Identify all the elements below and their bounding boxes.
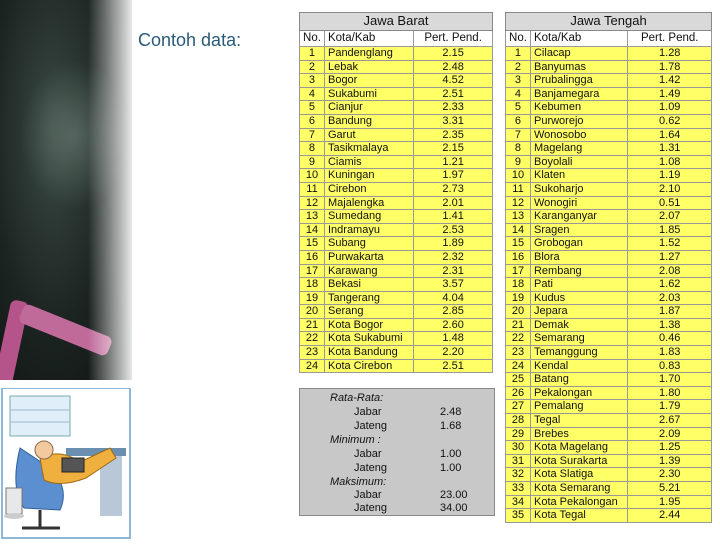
row-kota: Kota Bogor <box>324 318 413 332</box>
row-value: 2.48 <box>414 60 493 74</box>
row-value: 1.48 <box>414 332 493 346</box>
row-number: 21 <box>300 318 325 332</box>
row-number: 29 <box>506 427 531 441</box>
row-value: 2.51 <box>414 87 493 101</box>
row-kota: Kota Surakarta <box>530 454 627 468</box>
row-kota: Grobogan <box>530 237 627 251</box>
row-value: 2.08 <box>628 264 712 278</box>
row-value: 1.83 <box>628 346 712 360</box>
row-value: 2.60 <box>414 318 493 332</box>
row-number: 2 <box>506 60 531 74</box>
row-kota: Prubalingga <box>530 74 627 88</box>
row-value: 2.33 <box>414 101 493 115</box>
table-row <box>300 182 493 196</box>
row-number: 8 <box>506 142 531 156</box>
row-kota: Bogor <box>324 74 413 88</box>
table-row <box>506 332 712 346</box>
row-number: 3 <box>300 74 325 88</box>
row-kota: Banyumas <box>530 60 627 74</box>
table-row <box>300 47 493 61</box>
table-row <box>300 264 493 278</box>
row-number: 7 <box>506 128 531 142</box>
row-value: 2.32 <box>414 250 493 264</box>
row-value: 1.89 <box>414 237 493 251</box>
table-row <box>300 318 493 332</box>
table-row <box>506 155 712 169</box>
row-number: 27 <box>506 400 531 414</box>
table-row <box>506 441 712 455</box>
row-kota: Pemalang <box>530 400 627 414</box>
table-row <box>506 482 712 496</box>
row-kota: Tasikmalaya <box>324 142 413 156</box>
region-title: Jawa Tengah <box>506 13 712 31</box>
row-kota: Tegal <box>530 414 627 428</box>
table-row <box>506 237 712 251</box>
row-value: 0.62 <box>628 114 712 128</box>
row-value: 2.15 <box>414 47 493 61</box>
row-kota: Brebes <box>530 427 627 441</box>
row-kota: Klaten <box>530 169 627 183</box>
table-row <box>300 60 493 74</box>
table-row <box>300 237 493 251</box>
row-number: 14 <box>300 223 325 237</box>
table-row <box>506 278 712 292</box>
row-value: 1.85 <box>628 223 712 237</box>
summary-label: Jateng <box>354 502 388 514</box>
row-value: 1.28 <box>628 47 712 61</box>
table-row <box>506 305 712 319</box>
table-row <box>506 414 712 428</box>
row-kota: Kota Semarang <box>530 482 627 496</box>
row-kota: Cianjur <box>324 101 413 115</box>
row-kota: Kota Magelang <box>530 441 627 455</box>
row-value: 2.01 <box>414 196 493 210</box>
summary-box <box>299 388 495 516</box>
row-kota: Kendal <box>530 359 627 373</box>
row-kota: Temanggung <box>530 346 627 360</box>
column-header-kota: Kota/Kab <box>324 31 413 47</box>
row-value: 0.83 <box>628 359 712 373</box>
row-value: 1.49 <box>628 87 712 101</box>
row-kota: Lebak <box>324 60 413 74</box>
row-kota: Karawang <box>324 264 413 278</box>
row-number: 1 <box>506 47 531 61</box>
row-number: 19 <box>506 291 531 305</box>
table-row <box>300 87 493 101</box>
table-row <box>506 359 712 373</box>
row-number: 5 <box>506 101 531 115</box>
table-row <box>506 101 712 115</box>
row-number: 3 <box>506 74 531 88</box>
table-row <box>300 210 493 224</box>
row-number: 14 <box>506 223 531 237</box>
row-number: 9 <box>506 155 531 169</box>
table-row <box>300 155 493 169</box>
row-value: 2.53 <box>414 223 493 237</box>
row-number: 26 <box>506 386 531 400</box>
table-row <box>506 196 712 210</box>
row-value: 2.31 <box>414 264 493 278</box>
row-kota: Tangerang <box>324 291 413 305</box>
summary-value: 2.48 <box>440 406 462 418</box>
row-kota: Magelang <box>530 142 627 156</box>
row-value: 1.39 <box>628 454 712 468</box>
summary-label: Jabar <box>354 406 382 418</box>
row-kota: Wonogiri <box>530 196 627 210</box>
summary-max-title: Maksimum: <box>330 476 387 488</box>
table-row <box>506 47 712 61</box>
table-row <box>300 278 493 292</box>
row-number: 24 <box>506 359 531 373</box>
column-header-pert: Pert. Pend. <box>414 31 493 47</box>
row-value: 0.51 <box>628 196 712 210</box>
row-kota: Banjamegara <box>530 87 627 101</box>
row-number: 21 <box>506 318 531 332</box>
table-row <box>300 223 493 237</box>
row-kota: Demak <box>530 318 627 332</box>
row-value: 1.97 <box>414 169 493 183</box>
table-row <box>506 210 712 224</box>
row-value: 1.19 <box>628 169 712 183</box>
row-value: 1.87 <box>628 305 712 319</box>
table-row <box>300 359 493 373</box>
chalkboard-image <box>0 0 132 380</box>
row-value: 1.42 <box>628 74 712 88</box>
row-kota: Pekalongan <box>530 386 627 400</box>
table-row <box>506 318 712 332</box>
row-value: 1.31 <box>628 142 712 156</box>
row-number: 7 <box>300 128 325 142</box>
table-row <box>506 60 712 74</box>
row-kota: Garut <box>324 128 413 142</box>
row-number: 23 <box>300 346 325 360</box>
row-kota: Purwakarta <box>324 250 413 264</box>
jawa-barat-table <box>299 12 493 373</box>
row-number: 15 <box>300 237 325 251</box>
table-row <box>300 169 493 183</box>
row-number: 13 <box>506 210 531 224</box>
summary-value: 1.68 <box>440 420 462 432</box>
row-value: 1.08 <box>628 155 712 169</box>
column-header-no: No. <box>506 31 531 47</box>
row-kota: Karanganyar <box>530 210 627 224</box>
row-value: 2.03 <box>628 291 712 305</box>
row-value: 1.21 <box>414 155 493 169</box>
row-value: 2.67 <box>628 414 712 428</box>
row-kota: Kebumen <box>530 101 627 115</box>
row-kota: Kota Cirebon <box>324 359 413 373</box>
summary-min-title: Minimum : <box>330 434 381 446</box>
region-title: Jawa Barat <box>300 13 493 31</box>
chalkboard-edge-fade <box>88 0 132 380</box>
column-header-kota: Kota/Kab <box>530 31 627 47</box>
row-value: 1.41 <box>414 210 493 224</box>
row-kota: Cilacap <box>530 47 627 61</box>
row-value: 3.57 <box>414 278 493 292</box>
table-row <box>506 250 712 264</box>
row-number: 6 <box>300 114 325 128</box>
row-number: 13 <box>300 210 325 224</box>
row-number: 11 <box>300 182 325 196</box>
row-number: 9 <box>300 155 325 169</box>
row-number: 10 <box>506 169 531 183</box>
row-kota: Pandenglang <box>324 47 413 61</box>
row-kota: Kota Tegal <box>530 509 627 523</box>
row-kota: Sragen <box>530 223 627 237</box>
row-value: 2.07 <box>628 210 712 224</box>
row-kota: Kota Bandung <box>324 346 413 360</box>
row-number: 12 <box>506 196 531 210</box>
row-value: 0.46 <box>628 332 712 346</box>
table-row <box>300 305 493 319</box>
row-value: 1.25 <box>628 441 712 455</box>
row-number: 24 <box>300 359 325 373</box>
row-number: 15 <box>506 237 531 251</box>
table-row <box>300 101 493 115</box>
jawa-tengah-table <box>505 12 712 523</box>
row-kota: Ciamis <box>324 155 413 169</box>
row-value: 1.27 <box>628 250 712 264</box>
row-value: 1.64 <box>628 128 712 142</box>
summary-label: Jabar <box>354 489 382 501</box>
row-number: 17 <box>300 264 325 278</box>
summary-label: Jabar <box>354 448 382 460</box>
summary-label: Jateng <box>354 420 388 432</box>
row-number: 32 <box>506 468 531 482</box>
table-row <box>300 128 493 142</box>
row-number: 2 <box>300 60 325 74</box>
row-value: 1.70 <box>628 373 712 387</box>
row-value: 1.80 <box>628 386 712 400</box>
table-row <box>300 196 493 210</box>
row-value: 2.51 <box>414 359 493 373</box>
table-row <box>506 223 712 237</box>
row-number: 31 <box>506 454 531 468</box>
row-number: 16 <box>506 250 531 264</box>
table-row <box>506 400 712 414</box>
row-kota: Majalengka <box>324 196 413 210</box>
row-kota: Blora <box>530 250 627 264</box>
table-row <box>506 114 712 128</box>
row-value: 1.52 <box>628 237 712 251</box>
row-kota: Bekasi <box>324 278 413 292</box>
row-kota: Semarang <box>530 332 627 346</box>
row-kota: Kota Slatiga <box>530 468 627 482</box>
row-kota: Sumedang <box>324 210 413 224</box>
row-number: 6 <box>506 114 531 128</box>
row-kota: Sukabumi <box>324 87 413 101</box>
row-kota: Jepara <box>530 305 627 319</box>
row-value: 4.04 <box>414 291 493 305</box>
table-row <box>506 128 712 142</box>
row-number: 25 <box>506 373 531 387</box>
summary-value: 34.00 <box>440 502 468 514</box>
row-kota: Batang <box>530 373 627 387</box>
table-row <box>506 373 712 387</box>
summary-rata-title: Rata-Rata: <box>330 392 384 404</box>
row-value: 2.44 <box>628 509 712 523</box>
summary-value: 1.00 <box>440 462 462 474</box>
table-row <box>300 250 493 264</box>
row-number: 11 <box>506 182 531 196</box>
row-number: 20 <box>506 305 531 319</box>
row-number: 30 <box>506 441 531 455</box>
row-value: 1.09 <box>628 101 712 115</box>
table-row <box>506 87 712 101</box>
row-number: 4 <box>300 87 325 101</box>
table-row <box>300 114 493 128</box>
table-row <box>506 264 712 278</box>
table-row <box>506 468 712 482</box>
summary-value: 1.00 <box>440 448 462 460</box>
row-value: 3.31 <box>414 114 493 128</box>
table-row <box>506 386 712 400</box>
page-title: Contoh data: <box>138 30 242 50</box>
row-number: 28 <box>506 414 531 428</box>
table-row <box>300 142 493 156</box>
row-number: 35 <box>506 509 531 523</box>
table-row <box>506 74 712 88</box>
row-kota: Pati <box>530 278 627 292</box>
row-value: 2.85 <box>414 305 493 319</box>
row-value: 2.35 <box>414 128 493 142</box>
summary-label: Jateng <box>354 462 388 474</box>
table-row <box>300 332 493 346</box>
row-number: 12 <box>300 196 325 210</box>
row-number: 22 <box>506 332 531 346</box>
row-value: 1.38 <box>628 318 712 332</box>
table-row <box>300 291 493 305</box>
row-number: 18 <box>300 278 325 292</box>
row-value: 2.20 <box>414 346 493 360</box>
table-row <box>506 142 712 156</box>
table-row <box>506 346 712 360</box>
relaxing-worker-clipart <box>0 388 132 540</box>
row-value: 2.73 <box>414 182 493 196</box>
table-row <box>506 454 712 468</box>
row-kota: Rembang <box>530 264 627 278</box>
row-kota: Bandung <box>324 114 413 128</box>
row-value: 2.30 <box>628 468 712 482</box>
summary-value: 23.00 <box>440 489 468 501</box>
row-number: 34 <box>506 495 531 509</box>
row-value: 5.21 <box>628 482 712 496</box>
row-kota: Indramayu <box>324 223 413 237</box>
row-kota: Boyolali <box>530 155 627 169</box>
row-number: 1 <box>300 47 325 61</box>
column-header-no: No. <box>300 31 325 47</box>
row-value: 2.15 <box>414 142 493 156</box>
table-row <box>506 495 712 509</box>
row-number: 5 <box>300 101 325 115</box>
row-value: 1.79 <box>628 400 712 414</box>
column-header-pert: Pert. Pend. <box>628 31 712 47</box>
table-row <box>506 182 712 196</box>
row-kota: Cirebon <box>324 182 413 196</box>
row-kota: Wonosobo <box>530 128 627 142</box>
row-value: 2.09 <box>628 427 712 441</box>
row-number: 10 <box>300 169 325 183</box>
row-number: 18 <box>506 278 531 292</box>
table-row <box>506 291 712 305</box>
row-number: 33 <box>506 482 531 496</box>
row-number: 19 <box>300 291 325 305</box>
row-kota: Sukoharjo <box>530 182 627 196</box>
table-row <box>506 427 712 441</box>
row-kota: Kota Sukabumi <box>324 332 413 346</box>
row-kota: Kudus <box>530 291 627 305</box>
row-number: 16 <box>300 250 325 264</box>
row-number: 8 <box>300 142 325 156</box>
table-row <box>300 346 493 360</box>
table-row <box>506 509 712 523</box>
row-value: 2.10 <box>628 182 712 196</box>
row-value: 1.78 <box>628 60 712 74</box>
row-number: 17 <box>506 264 531 278</box>
row-kota: Kota Pekalongan <box>530 495 627 509</box>
table-row <box>506 169 712 183</box>
row-value: 4.52 <box>414 74 493 88</box>
row-kota: Serang <box>324 305 413 319</box>
row-kota: Purworejo <box>530 114 627 128</box>
row-number: 4 <box>506 87 531 101</box>
row-number: 23 <box>506 346 531 360</box>
row-kota: Subang <box>324 237 413 251</box>
row-value: 1.95 <box>628 495 712 509</box>
row-kota: Kuningan <box>324 169 413 183</box>
row-value: 1.62 <box>628 278 712 292</box>
table-row <box>300 74 493 88</box>
row-number: 20 <box>300 305 325 319</box>
row-number: 22 <box>300 332 325 346</box>
